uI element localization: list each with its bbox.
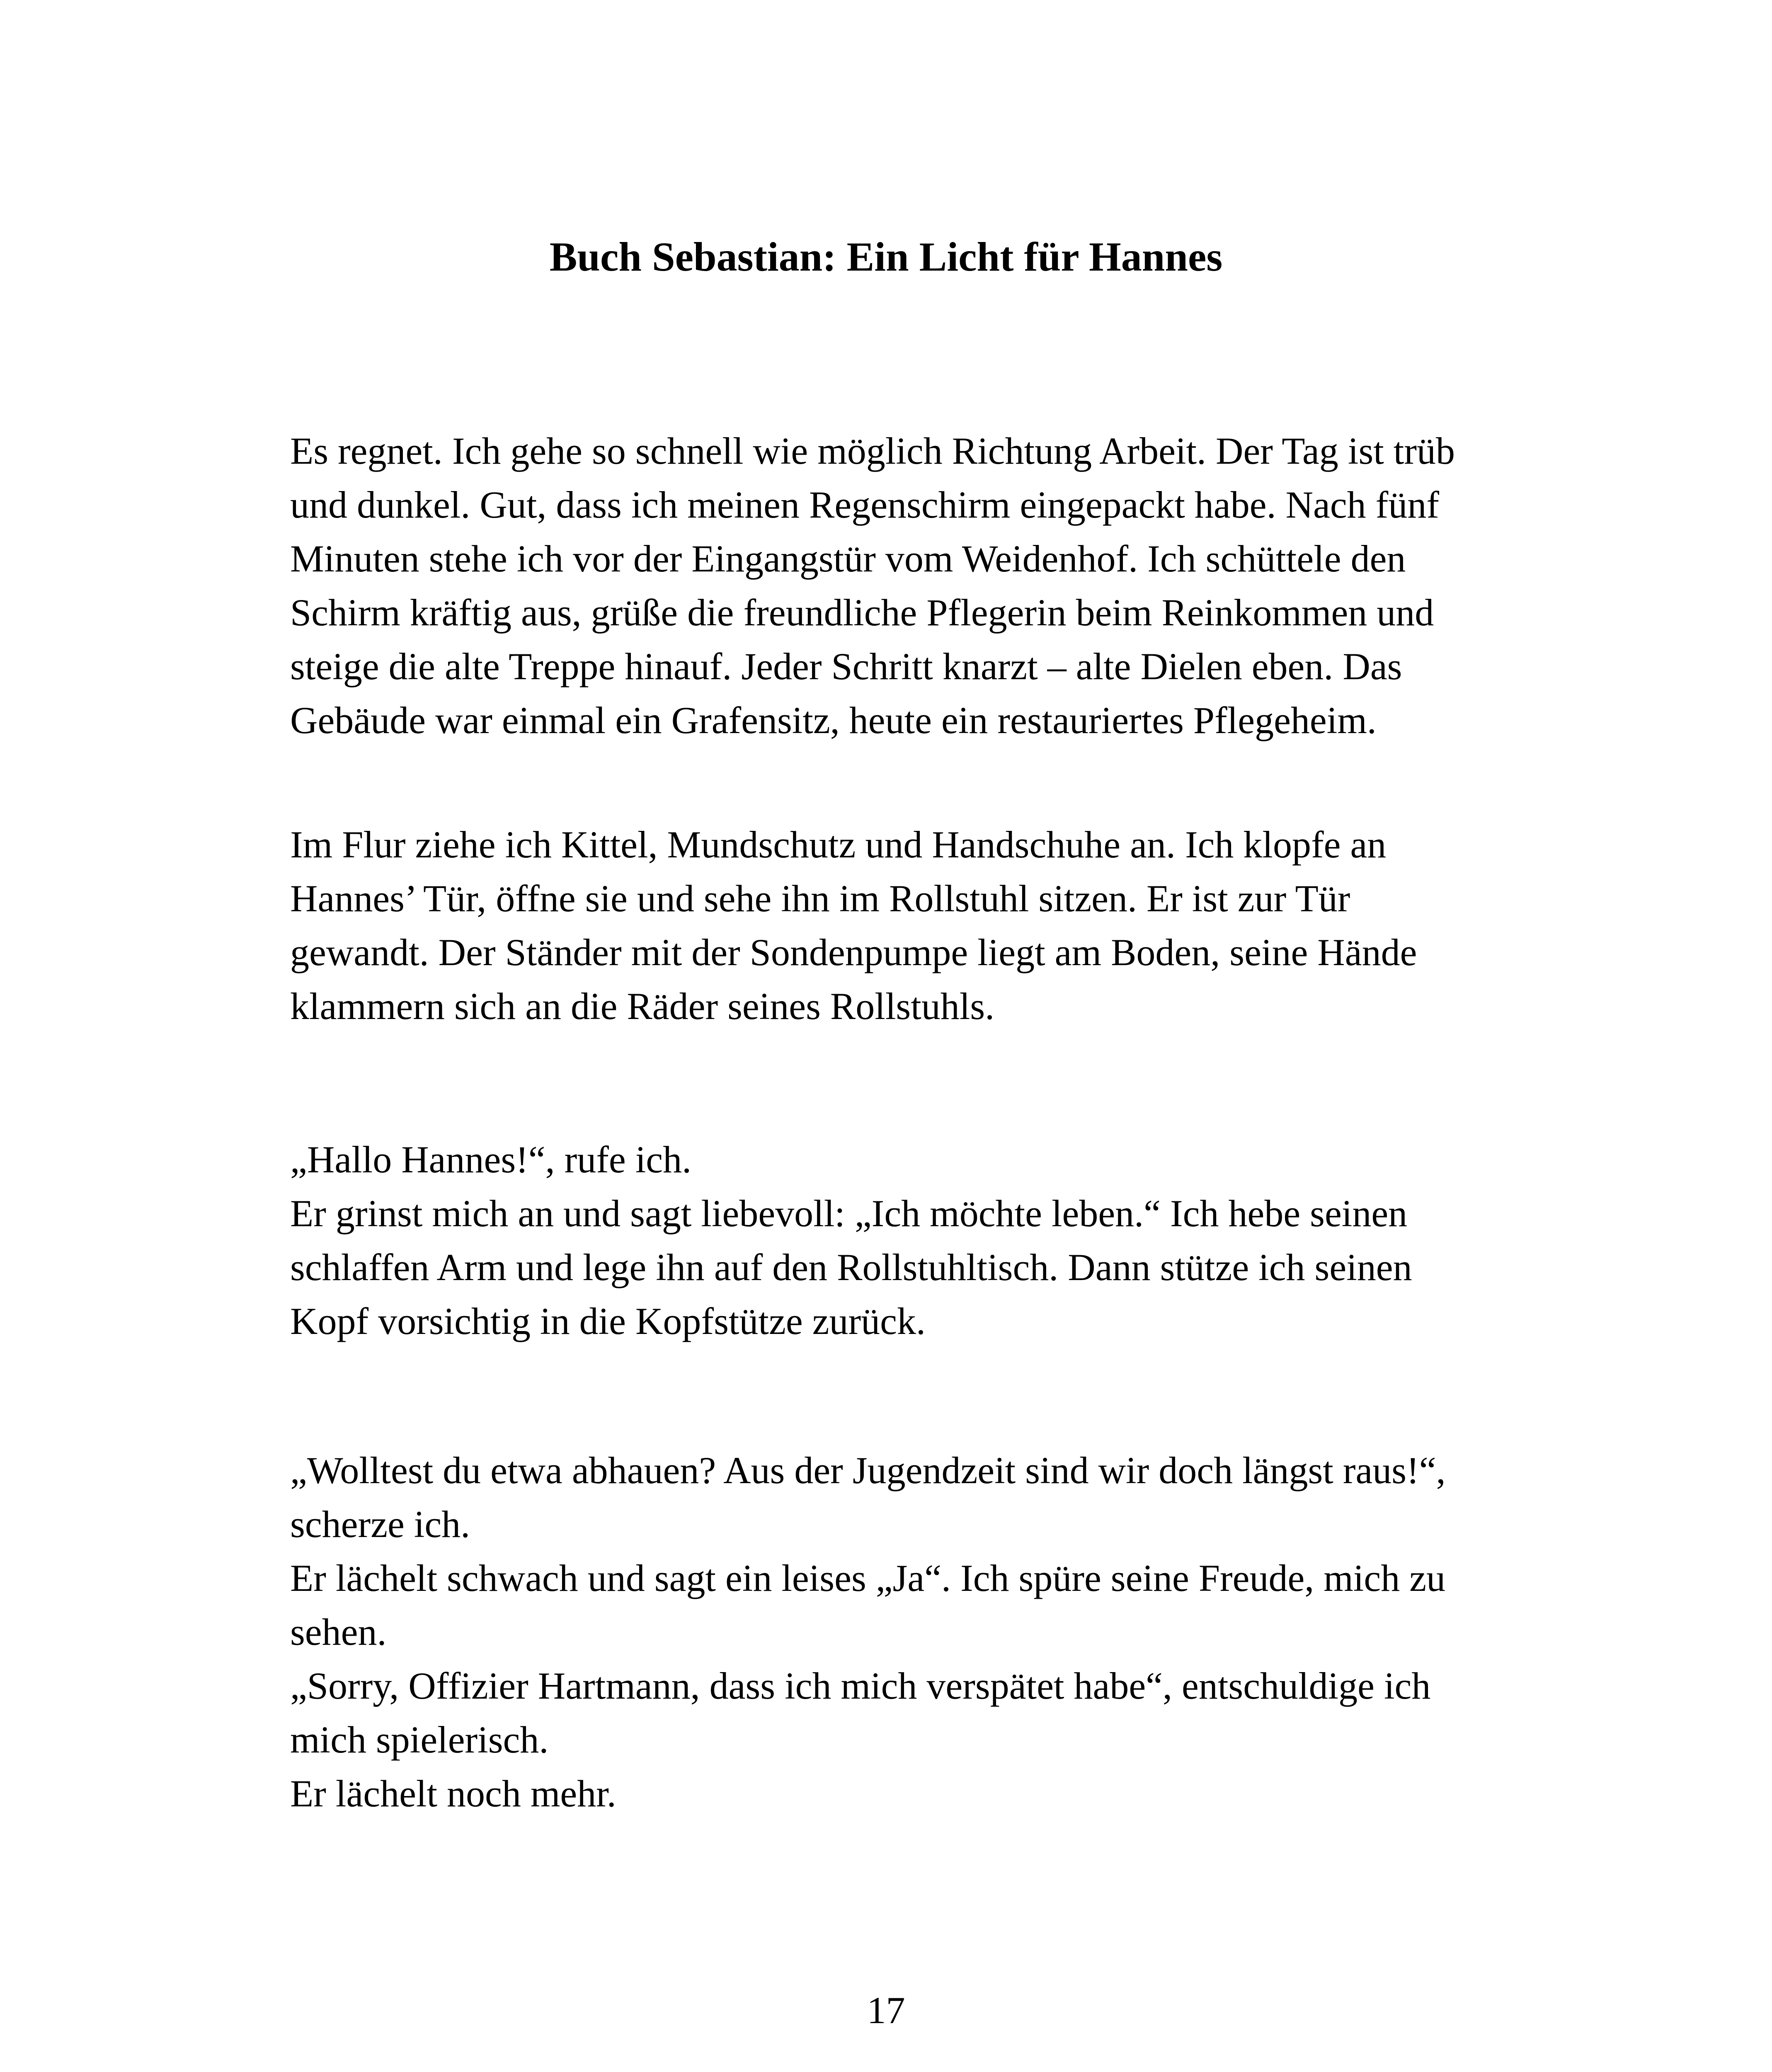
text-line: Er grinst mich an und sagt liebevoll: „Ich möchte leben.“ Ich hebe seinen — [290, 1192, 1408, 1234]
text-line: Kopf vorsichtig in die Kopfstütze zurück. — [290, 1300, 926, 1342]
text-line: Im Flur ziehe ich Kittel, Mundschutz und Handschuhe an. Ich klopfe an — [290, 823, 1387, 866]
text-line: Er lächelt noch mehr. — [290, 1772, 616, 1815]
text-line: scherze ich. — [290, 1503, 470, 1545]
text-line: gewandt. Der Ständer mit der Sondenpumpe liegt am Boden, seine Hände — [290, 931, 1417, 973]
text-line: Gebäude war einmal ein Grafensitz, heute ein restauriertes Pflegeheim. — [290, 699, 1377, 741]
chapter-title: Buch Sebastian: Ein Licht für Hannes — [549, 234, 1223, 280]
text-line: schlaffen Arm und lege ihn auf den Rollstuhltisch. Dann stütze ich seinen — [290, 1246, 1412, 1288]
text-line: Schirm kräftig aus, grüße die freundliche Pflegerin beim Reinkommen und — [290, 591, 1434, 634]
text-line: „Wolltest du etwa abhauen? Aus der Jugendzeit sind wir doch längst raus!“, — [290, 1449, 1446, 1491]
text-line: und dunkel. Gut, dass ich meinen Regenschirm eingepackt habe. Nach fünf — [290, 484, 1439, 526]
text-line: Minuten stehe ich vor der Eingangstür vom Weidenhof. Ich schüttele den — [290, 537, 1406, 580]
text-line: Hannes’ Tür, öffne sie und sehe ihn im Rollstuhl sitzen. Er ist zur Tür — [290, 877, 1350, 920]
text-line: „Sorry, Offizier Hartmann, dass ich mich verspätet habe“, entschuldige ich — [290, 1665, 1431, 1707]
page-number: 17 — [867, 1989, 905, 2031]
text-line: mich spielerisch. — [290, 1719, 549, 1761]
text-line: klammern sich an die Räder seines Rollstuhls. — [290, 985, 995, 1027]
text-line: sehen. — [290, 1611, 387, 1653]
paragraph-4 — [290, 1443, 1567, 1820]
text-line: Er lächelt schwach und sagt ein leises „Ja“. Ich spüre seine Freude, mich zu — [290, 1557, 1446, 1599]
paragraph-2 — [290, 818, 1567, 1033]
paragraph-3 — [290, 1133, 1567, 1348]
text-line: steige die alte Treppe hinauf. Jeder Schritt knarzt – alte Dielen eben. Das — [290, 645, 1402, 687]
text-line: Es regnet. Ich gehe so schnell wie möglich Richtung Arbeit. Der Tag ist trüb — [290, 430, 1455, 472]
text-line: „Hallo Hannes!“, rufe ich. — [290, 1138, 692, 1181]
paragraph-1 — [290, 424, 1567, 747]
